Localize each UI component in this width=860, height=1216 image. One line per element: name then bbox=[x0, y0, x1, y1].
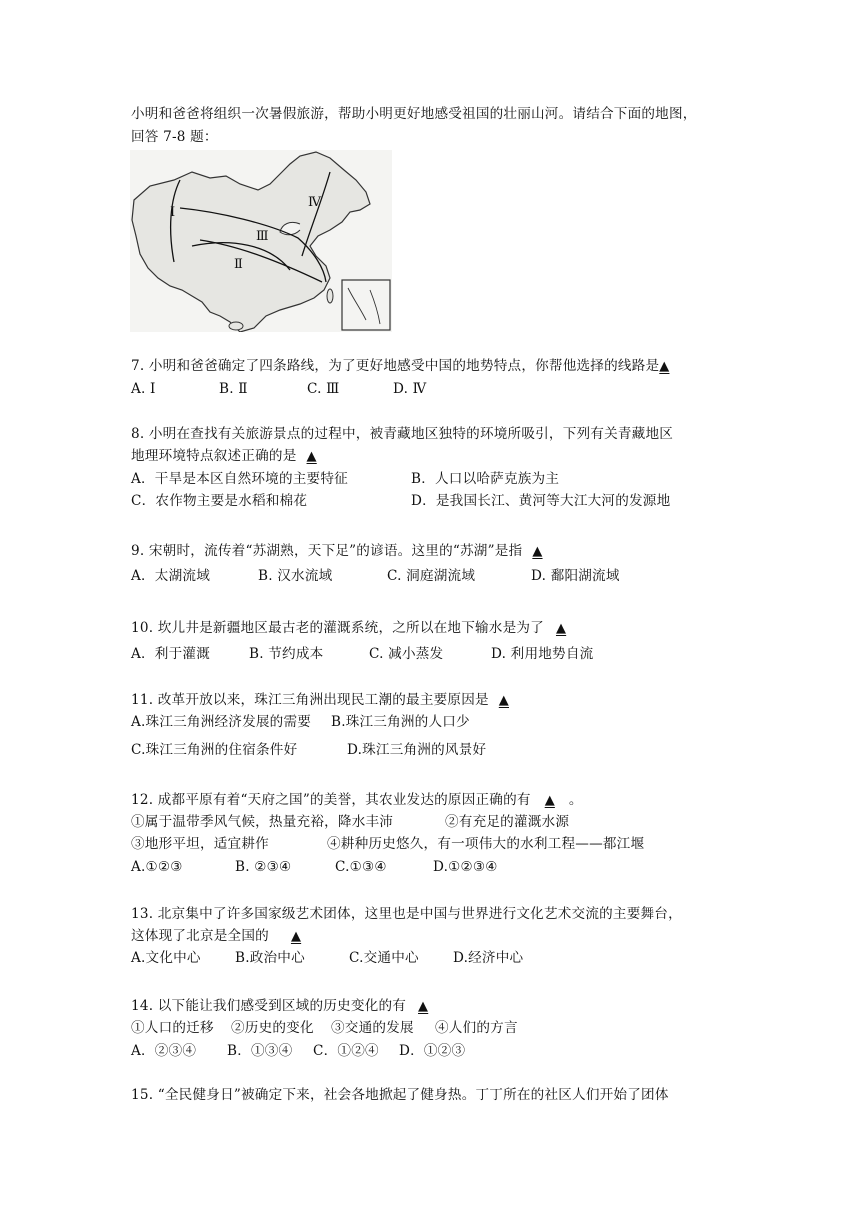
china-map-figure bbox=[130, 150, 392, 332]
option-d[interactable]: D. 鄱阳湖流域 bbox=[531, 568, 620, 584]
question-12-text: 12. 成都平原有着“天府之国”的美誉，其农业发达的原因正确的有 bbox=[131, 792, 531, 808]
option-c[interactable]: C. 减小蒸发 bbox=[369, 646, 444, 662]
question-8-options-1 bbox=[131, 469, 559, 489]
answer-blank[interactable]: ▲ bbox=[544, 793, 555, 808]
intro-line-1: 小明和爸爸将组织一次暑假旅游，帮助小明更好地感受祖国的壮丽山河。请结合下面的地图， bbox=[131, 106, 697, 122]
question-11-options-2 bbox=[131, 740, 486, 760]
option-d[interactable]: D. Ⅳ bbox=[393, 381, 427, 397]
option-d[interactable]: D.①②③④ bbox=[433, 859, 498, 875]
question-9-text: 9. 宋朝时，流传着“苏湖熟，天下足”的谚语。这里的“苏湖”是指 bbox=[131, 543, 523, 559]
answer-blank[interactable]: ▲ bbox=[659, 359, 670, 374]
question-8-stem-2 bbox=[131, 446, 327, 467]
option-d[interactable]: D. 利用地势自流 bbox=[491, 646, 594, 662]
question-8-options-2 bbox=[131, 491, 670, 511]
question-15-stem: 15. “全民健身日”被确定下来，社会各地掀起了健身热。丁丁所在的社区人们开始了团体 bbox=[131, 1087, 669, 1103]
question-9-stem bbox=[131, 541, 553, 562]
route-label-4: Ⅳ bbox=[308, 195, 321, 210]
answer-blank[interactable]: ▲ bbox=[418, 999, 429, 1014]
question-9-options bbox=[131, 566, 620, 586]
option-b[interactable]: B.珠江三角洲的人口少 bbox=[331, 714, 470, 730]
question-13-options bbox=[131, 948, 523, 968]
option-a[interactable]: A．太湖流域 bbox=[131, 568, 210, 584]
option-d[interactable]: D．①②③ bbox=[399, 1043, 466, 1059]
option-a[interactable]: A．干旱是本区自然环境的主要特征 bbox=[131, 471, 348, 487]
answer-blank[interactable]: ▲ bbox=[555, 621, 567, 636]
statement-4: ④耕种历史悠久，有一项伟大的水利工程——都江堰 bbox=[327, 836, 645, 852]
option-c[interactable]: C.①③④ bbox=[335, 859, 387, 875]
question-14-stem bbox=[131, 996, 440, 1017]
question-7-text: 7. 小明和爸爸确定了四条路线，为了更好地感受中国的地势特点，你帮他选择的线路是 bbox=[131, 358, 660, 374]
option-b[interactable]: B.政治中心 bbox=[235, 950, 305, 966]
answer-blank[interactable]: ▲ bbox=[498, 693, 509, 708]
statement-3: ③地形平坦，适宜耕作 bbox=[131, 836, 269, 852]
question-12-statements-1 bbox=[131, 812, 569, 832]
option-c[interactable]: C．①②④ bbox=[313, 1043, 379, 1059]
china-route-map bbox=[130, 150, 392, 332]
option-b[interactable]: B．①③④ bbox=[227, 1043, 293, 1059]
option-b[interactable]: B. 节约成本 bbox=[249, 646, 324, 662]
option-c[interactable]: C．农作物主要是水稻和棉花 bbox=[131, 493, 308, 509]
statement-2: ②有充足的灌溉水源 bbox=[445, 814, 570, 830]
option-a[interactable]: A.文化中心 bbox=[131, 950, 201, 966]
option-c[interactable]: C.珠江三角洲的住宿条件好 bbox=[131, 742, 298, 758]
option-a[interactable]: A．②③④ bbox=[131, 1043, 197, 1059]
question-10-text: 10. 坎儿井是新疆地区最古老的灌溉系统，之所以在地下输水是为了 bbox=[131, 620, 544, 636]
question-14-statements bbox=[131, 1018, 518, 1038]
question-7-stem bbox=[131, 356, 669, 377]
question-13-text: 这体现了北京是全国的 bbox=[131, 928, 269, 944]
statement-4: ④人们的方言 bbox=[435, 1020, 518, 1036]
option-b[interactable]: B. ②③④ bbox=[235, 859, 292, 875]
answer-blank[interactable]: ▲ bbox=[532, 544, 543, 559]
question-10-stem bbox=[131, 618, 578, 639]
option-a[interactable]: A．利于灌溉 bbox=[131, 646, 210, 662]
option-c[interactable]: C.交通中心 bbox=[349, 950, 419, 966]
question-11-stem bbox=[131, 690, 519, 711]
question-11-options-1 bbox=[131, 712, 470, 732]
route-label-2: Ⅱ bbox=[234, 257, 243, 272]
question-8-text: 地理环境特点叙述正确的是 bbox=[131, 448, 297, 464]
question-14-text: 14. 以下能让我们感受到区域的历史变化的有 bbox=[131, 998, 407, 1014]
question-13-stem-1: 13. 北京集中了许多国家级艺术团体，这里也是中国与世界进行文化艺术交流的主要舞台， bbox=[131, 906, 682, 922]
option-d[interactable]: D．是我国长江、黄河等大江大河的发源地 bbox=[411, 493, 671, 509]
answer-blank[interactable]: ▲ bbox=[290, 929, 302, 944]
option-d[interactable]: D.经济中心 bbox=[453, 950, 524, 966]
question-13-stem-2 bbox=[131, 926, 317, 947]
question-11-text: 11. 改革开放以来，珠江三角洲出现民工潮的最主要原因是 bbox=[131, 692, 489, 708]
option-b[interactable]: B. Ⅱ bbox=[219, 381, 248, 397]
statement-3: ③交通的发展 bbox=[331, 1020, 414, 1036]
option-b[interactable]: B．人口以哈萨克族为主 bbox=[411, 471, 560, 487]
question-12-stem bbox=[131, 790, 583, 811]
statement-2: ②历史的变化 bbox=[231, 1020, 314, 1036]
option-c[interactable]: C. Ⅲ bbox=[307, 381, 340, 397]
question-14-options bbox=[131, 1041, 465, 1061]
statement-1: ①属于温带季风气候，热量充裕，降水丰沛 bbox=[131, 814, 394, 830]
route-label-1: Ⅰ bbox=[170, 205, 176, 220]
question-7-options bbox=[131, 379, 426, 399]
option-a[interactable]: A.①②③ bbox=[131, 859, 183, 875]
question-10-options bbox=[131, 644, 593, 664]
option-c[interactable]: C. 洞庭湖流域 bbox=[387, 568, 476, 584]
question-12-tail: 。 bbox=[568, 792, 583, 808]
answer-blank[interactable]: ▲ bbox=[306, 449, 317, 464]
option-b[interactable]: B. 汉水流域 bbox=[258, 568, 333, 584]
intro-line-2: 回答 7-8 题： bbox=[131, 129, 218, 145]
route-label-3: Ⅲ bbox=[256, 229, 269, 244]
option-d[interactable]: D.珠江三角洲的风景好 bbox=[347, 742, 487, 758]
option-a[interactable]: A. Ⅰ bbox=[131, 381, 156, 397]
question-12-statements-2 bbox=[131, 834, 644, 854]
statement-1: ①人口的迁移 bbox=[131, 1020, 214, 1036]
option-a[interactable]: A.珠江三角洲经济发展的需要 bbox=[131, 714, 312, 730]
question-8-stem-1: 8. 小明在查找有关旅游景点的过程中，被青藏地区独特的环境所吸引，下列有关青藏地区 bbox=[131, 426, 674, 442]
question-12-options bbox=[131, 857, 498, 877]
